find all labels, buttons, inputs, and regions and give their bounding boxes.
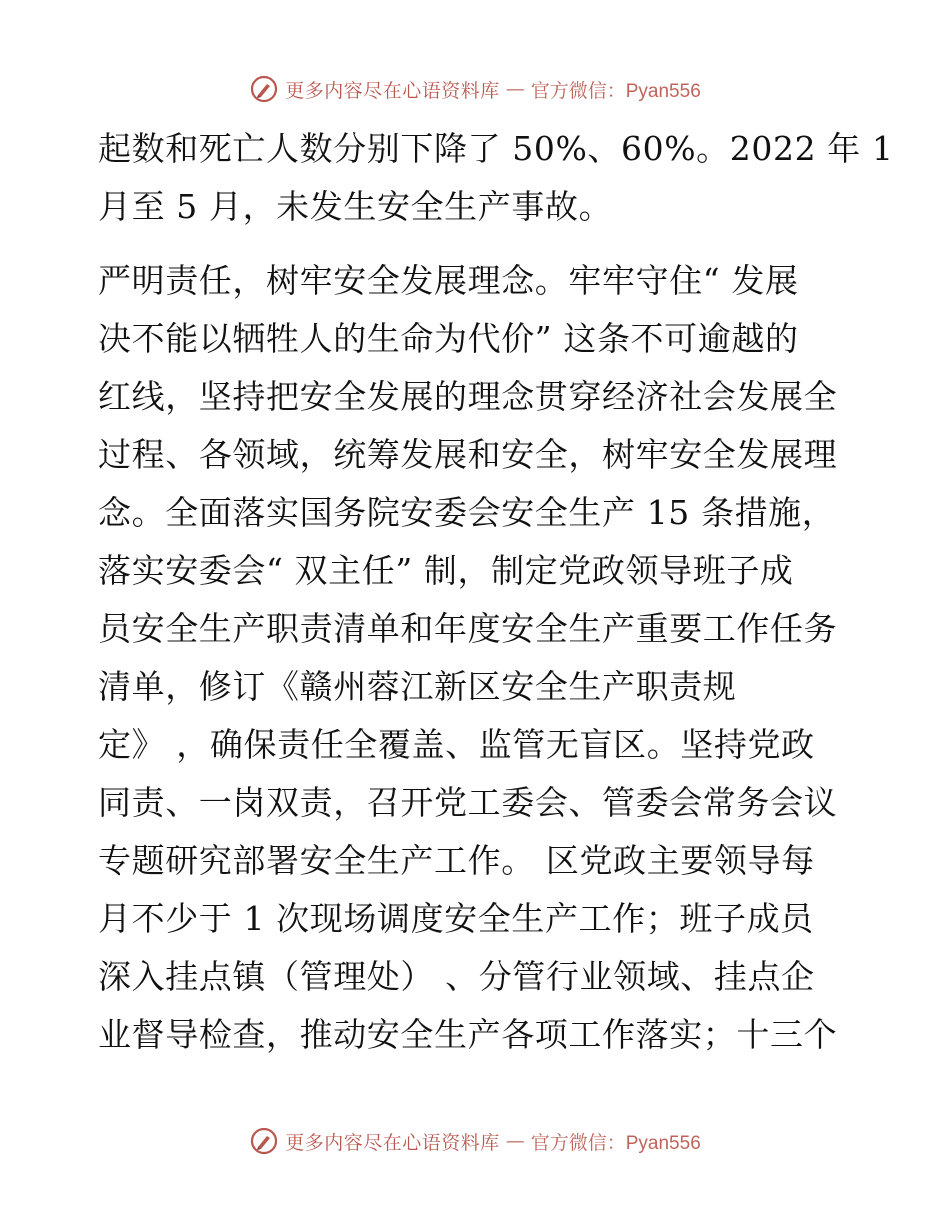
footer-watermark xyxy=(0,1124,950,1158)
text-line: 起数和死亡人数分别下降了 50%、60%。2022 年 1 xyxy=(98,129,894,168)
text-line: 过程、各领域，统筹发展和安全，树牢安全发展理 xyxy=(98,435,838,474)
paragraph-spacer xyxy=(98,236,858,252)
watermark-separator: — xyxy=(505,78,525,100)
text-line: 深入挂点镇（管理处） 、分管行业领域、挂点企 xyxy=(98,957,815,996)
text-line: 定》 ，确保责任全覆盖、监管无盲区。坚持党政 xyxy=(98,725,815,764)
text-line: 决不能以牺牲人的生命为代价” 这条不可逾越的 xyxy=(98,319,799,358)
paragraph xyxy=(98,252,858,1064)
document-body xyxy=(98,120,894,1064)
watermark-contact: 官方微信：Pyan556 xyxy=(530,80,701,102)
text-line: 员安全生产职责清单和年度安全生产重要工作任务 xyxy=(98,609,838,648)
text-line: 落实安委会“ 双主任” 制，制定党政领导班子成 xyxy=(98,551,794,590)
paragraph xyxy=(98,120,894,236)
watermark-contact: 官方微信：Pyan556 xyxy=(530,1132,701,1154)
text-line: 严明责任，树牢安全发展理念。牢牢守住“ 发展 xyxy=(98,261,799,300)
header-watermark xyxy=(0,72,950,106)
text-line: 月至 5 月，未发生安全生产事故。 xyxy=(98,187,613,226)
watermark-main-text: 更多内容尽在心语资料库 xyxy=(285,79,500,102)
text-line: 同责、一岗双责，召开党工委会、管委会常务会议 xyxy=(98,783,838,822)
text-line: 月不少于 1 次现场调度安全生产工作；班子成员 xyxy=(98,899,814,938)
text-line: 念。全面落实国务院安委会安全生产 15 条措施， xyxy=(98,493,836,532)
pen-logo-icon xyxy=(249,74,279,104)
text-line: 业督导检查，推动安全生产各项工作落实；十三个 xyxy=(98,1015,838,1054)
pen-logo-icon xyxy=(249,1126,279,1156)
text-line: 清单，修订《赣州蓉江新区安全生产职责规 xyxy=(98,667,737,706)
watermark-separator: — xyxy=(505,1130,525,1152)
text-line: 红线，坚持把安全发展的理念贯穿经济社会发展全 xyxy=(98,377,838,416)
watermark-main-text: 更多内容尽在心语资料库 xyxy=(285,1131,500,1154)
text-line: 专题研究部署安全生产工作。 区党政主要领导每 xyxy=(98,841,815,880)
